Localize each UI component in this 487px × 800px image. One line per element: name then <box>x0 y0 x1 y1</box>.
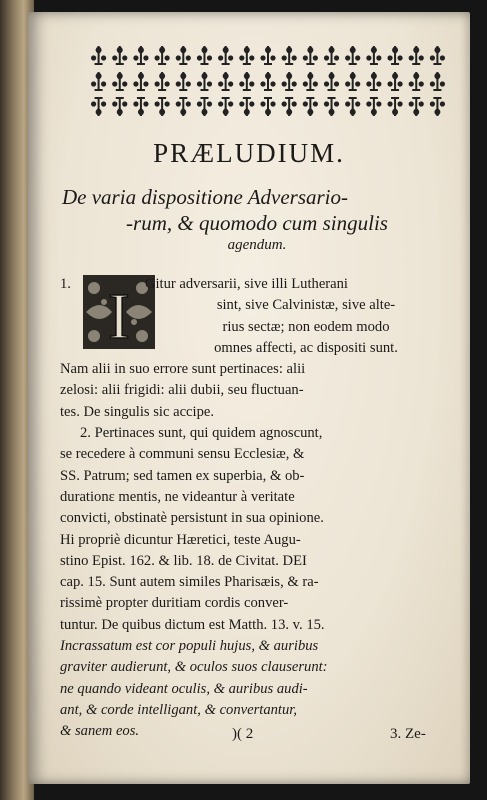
ornament-fleuron <box>112 97 127 116</box>
para2-line-4: convicti, obstinatè persistunt in sua opinione. <box>60 510 324 527</box>
para1-line-2: rius sectæ; non eodem modo <box>222 318 390 335</box>
para2-line-2: SS. Patrum; sed tamen ex superbia, & ob- <box>60 467 305 484</box>
ornament-fleuron <box>155 72 170 91</box>
ornament-fleuron <box>409 46 424 65</box>
para2-line-6: stino Epist. 162. & lib. 18. de Civitat. DEI <box>60 552 307 569</box>
para2-line-8: rissimè propter duritiam cordis conver- <box>60 595 289 612</box>
ornament-fleuron <box>366 97 381 116</box>
ornament-fleuron <box>366 72 381 91</box>
ornament-fleuron <box>112 46 127 65</box>
para2-italic-line-3: ant, & corde intelligant, & convertantur, <box>60 701 297 718</box>
body-text <box>60 274 452 743</box>
ornament-fleuron <box>303 72 318 91</box>
paragraph-number: 1. <box>60 276 71 292</box>
ornament-fleuron <box>239 72 254 91</box>
ornament-fleuron <box>91 72 106 91</box>
ornament-fleuron <box>260 46 275 65</box>
ornament-fleuron <box>197 46 212 65</box>
para1-line-0: 1. Gitur adversarii, sive illi Lutherani <box>60 276 348 292</box>
ornament-fleuron <box>197 72 212 91</box>
book-page <box>28 12 470 784</box>
ornament-fleuron <box>176 97 191 116</box>
para1-line-1: sint, sive Calvinistæ, sive alte- <box>216 297 396 314</box>
ornament-fleuron <box>303 97 318 116</box>
ornament-fleuron <box>387 46 402 65</box>
para2-line-1: se recedere à communi sensu Ecclesiæ, & <box>60 446 305 463</box>
para1-line-3: omnes affecti, ac dispositi sunt. <box>214 339 398 356</box>
catchword: 3. Ze- <box>390 726 426 742</box>
para1-line-5: zelosi: alii frigidi: alii dubii, seu fluctuan- <box>60 382 304 399</box>
ornament-fleuron <box>345 46 360 65</box>
svg-text:I: I <box>108 280 130 350</box>
para2-line-5: Hi propriè dicuntur Hæretici, teste Augu- <box>60 531 301 548</box>
ornament-fleuron <box>260 72 275 91</box>
ornament-fleuron <box>239 46 254 65</box>
ornament-fleuron <box>387 72 402 91</box>
para2-line-3: durationε mentis, ne videantur à veritate <box>60 488 295 505</box>
ornament-fleuron <box>91 97 106 116</box>
subtitle-line-1: De varia dispositione Adversario- <box>62 185 349 209</box>
page-title: PRÆLUDIUM. <box>153 138 345 168</box>
para2-line-9: tuntur. De quibus dictum est Matth. 13. v. 15. <box>60 616 325 633</box>
para2-italic-line-4: & sanem eos. <box>60 723 140 740</box>
ornament-fleuron <box>218 46 233 65</box>
ornament-fleuron <box>218 97 233 116</box>
para1-line-6: tes. De singulis sic accipe. <box>60 403 215 420</box>
para2-italic-line-2: ne quando videant oculis, & auribus audi- <box>60 680 308 697</box>
ornament-fleuron <box>345 97 360 116</box>
ornament-fleuron <box>324 72 339 91</box>
ornament-fleuron <box>197 97 212 116</box>
ornament-fleuron <box>239 97 254 116</box>
ornament-fleuron <box>112 72 127 91</box>
page-footer <box>28 726 470 750</box>
ornament-fleuron <box>345 72 360 91</box>
ornament-fleuron <box>282 97 297 116</box>
para2-italic-line-0: Incrassatum est cor populi hujus, & auribus <box>60 638 319 655</box>
subtitle-line-3: agendum. <box>227 237 287 253</box>
ornament-fleuron <box>430 97 445 116</box>
ornament-fleuron <box>91 46 106 65</box>
para2-line-0: 2. Pertinaces sunt, qui quidem agnoscunt, <box>80 425 323 442</box>
ornament-fleuron <box>133 97 148 116</box>
ornament-fleuron <box>155 97 170 116</box>
ornament-fleuron <box>176 46 191 65</box>
ornament-fleuron <box>430 72 445 91</box>
ornament-fleuron <box>324 97 339 116</box>
ornament-fleuron <box>133 72 148 91</box>
ornament-fleuron <box>303 46 318 65</box>
para2-italic-line-1: graviter audierunt, & oculos suos clauserunt: <box>60 659 328 676</box>
ornament-fleuron <box>409 97 424 116</box>
ornament-fleuron <box>218 72 233 91</box>
ornament-fleuron <box>282 72 297 91</box>
ornament-fleuron <box>133 46 148 65</box>
para1-line-4: Nam alii in suo errore sunt pertinaces: alii <box>60 361 306 378</box>
ornament-fleuron <box>387 97 402 116</box>
ornament-fleuron <box>409 72 424 91</box>
ornament-fleuron <box>430 46 445 65</box>
para2-line-7: cap. 15. Sunt autem similes Pharisæis, & ra- <box>60 574 319 591</box>
ornament-fleuron <box>282 46 297 65</box>
ornament-fleuron <box>176 72 191 91</box>
signature-mark: )( 2 <box>232 726 254 742</box>
ornament-fleuron <box>366 46 381 65</box>
ornament-band-icon <box>88 42 448 120</box>
subtitle-line-2: -rum, & quomodo cum singulis <box>126 211 388 235</box>
ornament-fleuron <box>155 46 170 65</box>
ornament-fleuron <box>260 97 275 116</box>
chapter-subtitle <box>62 184 452 254</box>
ornament-fleuron <box>324 46 339 65</box>
